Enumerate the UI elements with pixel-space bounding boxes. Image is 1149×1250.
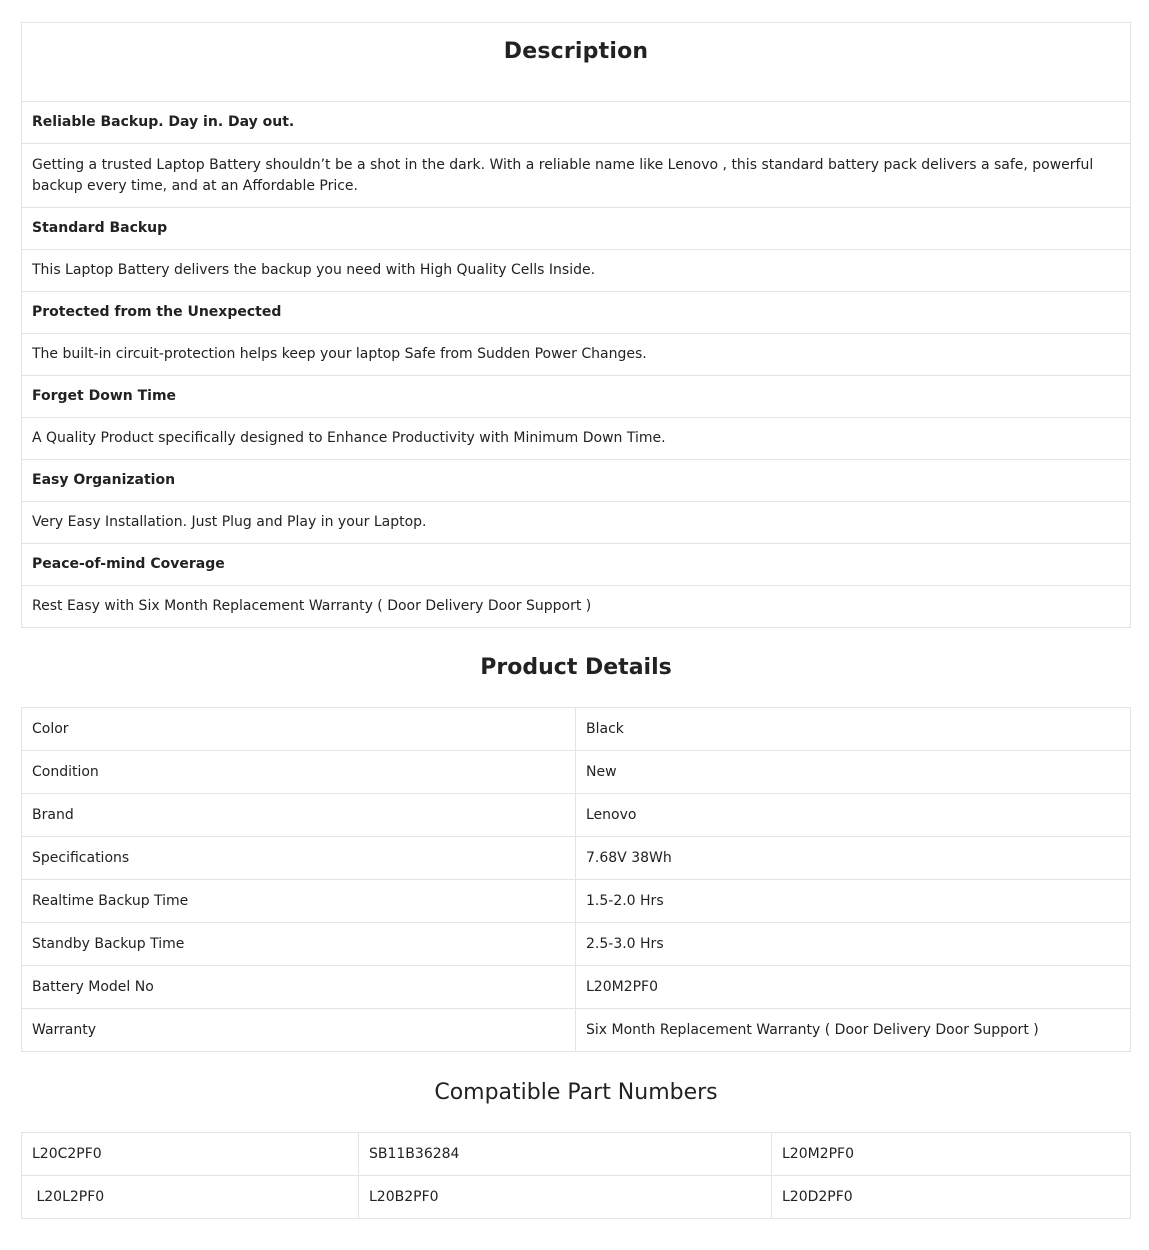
description-heading: Protected from the Unexpected	[22, 292, 1131, 334]
description-row	[22, 544, 1131, 586]
description-row	[22, 460, 1131, 502]
part-number: L20M2PF0	[772, 1133, 1131, 1176]
description-heading: Forget Down Time	[22, 376, 1131, 418]
product-content	[21, 22, 1131, 1219]
compatible-parts-title: Compatible Part Numbers	[434, 1079, 718, 1105]
product-details-table	[21, 707, 1131, 1052]
description-text: The built-in circuit-protection helps keep your laptop Safe from Sudden Power Changes.	[22, 334, 1131, 376]
table-row	[22, 1133, 1131, 1176]
detail-value: 1.5-2.0 Hrs	[576, 880, 1131, 923]
description-text: This Laptop Battery delivers the backup you need with High Quality Cells Inside.	[22, 250, 1131, 292]
description-text: A Quality Product specifically designed to Enhance Productivity with Minimum Down Time.	[22, 418, 1131, 460]
detail-value: Six Month Replacement Warranty ( Door Delivery Door Support )	[576, 1009, 1131, 1052]
detail-value: Lenovo	[576, 794, 1131, 837]
table-row	[22, 708, 1131, 751]
compatible-parts-table	[21, 1132, 1131, 1219]
detail-key: Condition	[22, 751, 576, 794]
detail-key: Battery Model No	[22, 966, 576, 1009]
table-row	[22, 794, 1131, 837]
detail-key: Realtime Backup Time	[22, 880, 576, 923]
detail-key: Color	[22, 708, 576, 751]
description-table	[21, 22, 1131, 628]
description-row	[22, 418, 1131, 460]
detail-value: Black	[576, 708, 1131, 751]
description-text: Very Easy Installation. Just Plug and Play in your Laptop.	[22, 502, 1131, 544]
description-header-row	[22, 23, 1131, 102]
table-row	[22, 880, 1131, 923]
detail-key: Standby Backup Time	[22, 923, 576, 966]
description-row	[22, 586, 1131, 628]
description-heading: Standard Backup	[22, 208, 1131, 250]
description-text: Rest Easy with Six Month Replacement Warranty ( Door Delivery Door Support )	[22, 586, 1131, 628]
table-row	[22, 1009, 1131, 1052]
detail-key: Brand	[22, 794, 576, 837]
description-heading: Reliable Backup. Day in. Day out.	[22, 102, 1131, 144]
description-row	[22, 376, 1131, 418]
description-row	[22, 334, 1131, 376]
description-row	[22, 102, 1131, 144]
detail-key: Specifications	[22, 837, 576, 880]
detail-value: New	[576, 751, 1131, 794]
table-row	[22, 923, 1131, 966]
description-heading: Easy Organization	[22, 460, 1131, 502]
part-number: L20C2PF0	[22, 1133, 359, 1176]
compatible-parts-header	[21, 1052, 1131, 1132]
description-heading: Peace-of-mind Coverage	[22, 544, 1131, 586]
table-row	[22, 751, 1131, 794]
product-details-header	[21, 628, 1131, 707]
detail-value: 2.5-3.0 Hrs	[576, 923, 1131, 966]
detail-value: L20M2PF0	[576, 966, 1131, 1009]
detail-key: Warranty	[22, 1009, 576, 1052]
product-details-title: Product Details	[480, 654, 672, 680]
table-row	[22, 837, 1131, 880]
table-row	[22, 966, 1131, 1009]
table-row	[22, 1176, 1131, 1219]
part-number: L20D2PF0	[772, 1176, 1131, 1219]
description-row	[22, 208, 1131, 250]
part-number: L20L2PF0	[22, 1176, 359, 1219]
description-row	[22, 144, 1131, 208]
detail-value: 7.68V 38Wh	[576, 837, 1131, 880]
description-text: Getting a trusted Laptop Battery shouldn’t be a shot in the dark. With a reliable name like Lenovo , this standard battery pack delivers a safe, powerful backup every time, and at an Affordable Price.	[22, 144, 1131, 208]
description-title: Description	[503, 39, 649, 64]
part-number: L20B2PF0	[359, 1176, 772, 1219]
part-number: SB11B36284	[359, 1133, 772, 1176]
description-row	[22, 502, 1131, 544]
description-row	[22, 292, 1131, 334]
description-row	[22, 250, 1131, 292]
description-header-cell	[22, 23, 1131, 102]
